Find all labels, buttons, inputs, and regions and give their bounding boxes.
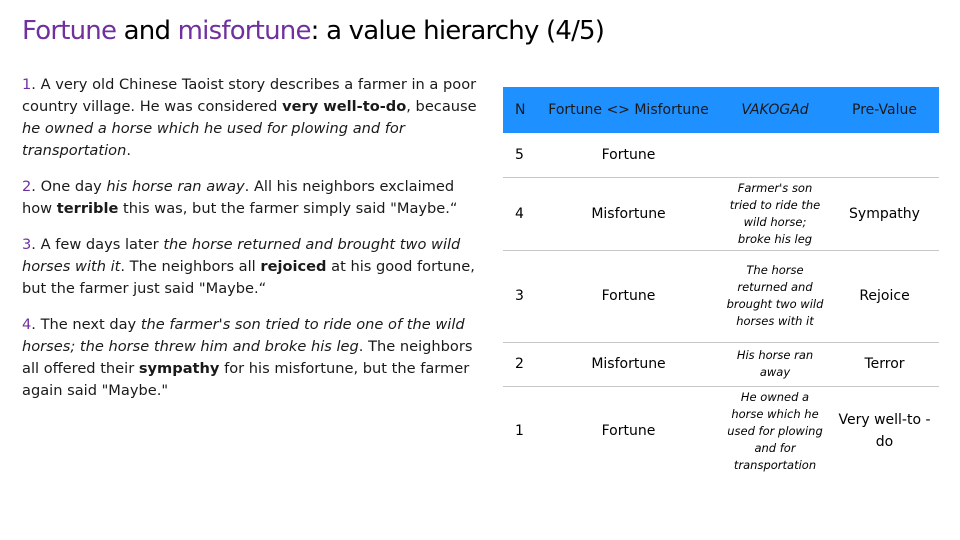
cell-pre-value: Rejoice <box>830 250 939 342</box>
paragraph-text: , because <box>406 98 477 115</box>
paragraph-text: for his misfortune, but the farmer again said "Maybe." <box>22 360 470 399</box>
paragraph-italic: he owned a horse which he used for plowing and for transportation <box>22 120 405 159</box>
paragraph-text: . A very old Chinese Taoist story describes a farmer in a poor country village. He was considered <box>22 76 477 115</box>
cell-pre-value: Terror <box>830 342 939 386</box>
paragraph-bold: very well-to-do <box>282 98 407 115</box>
story-paragraph-3 <box>22 234 482 300</box>
table-row <box>503 133 939 177</box>
paragraph-text: this was, but the farmer simply said "Maybe.“ <box>118 200 458 217</box>
story-paragraph-4 <box>22 314 482 402</box>
cell-n: 4 <box>503 177 537 250</box>
page-title <box>22 16 604 46</box>
paragraph-text: at his good fortune, but the farmer just said "Maybe.“ <box>22 258 475 297</box>
header-n: N <box>515 102 526 118</box>
paragraph-text: . The neighbors all <box>120 258 261 275</box>
table-row <box>503 386 939 476</box>
table-header-row <box>503 87 939 133</box>
paragraph-text: . The next day <box>31 316 141 333</box>
story-paragraph-2 <box>22 176 482 220</box>
paragraph-text: . <box>126 142 131 159</box>
cell-pre-value: Very well-to -do <box>838 412 931 451</box>
table-row <box>503 342 939 386</box>
paragraph-number: 1 <box>22 76 32 93</box>
header-fortune-misfortune: Fortune <> Misfortune <box>548 102 709 118</box>
paragraph-number: 3 <box>22 236 32 253</box>
title-rest: : a value hierarchy (4/5) <box>310 16 605 46</box>
paragraph-italic: the farmer's son tried to ride one of the wild horses; the horse threw him and broke his leg <box>22 316 465 355</box>
cell-fortune: Misfortune <box>537 177 720 250</box>
cell-vakogad: Farmer's son tried to ride the wild horse; broke his leg <box>720 177 830 250</box>
paragraph-number: 2 <box>22 178 32 195</box>
paragraph-text: . All his neighbors exclaimed how <box>22 178 455 217</box>
cell-n: 1 <box>515 423 524 440</box>
paragraph-bold: sympathy <box>138 360 220 377</box>
cell-vakogad <box>720 133 830 177</box>
story-text <box>22 74 482 416</box>
header-vakogad: VAKOGAd <box>741 102 809 118</box>
paragraph-text: . One day <box>31 178 107 195</box>
paragraph-text: . The neighbors all offered their <box>22 338 473 377</box>
cell-fortune: Fortune <box>537 133 720 177</box>
value-hierarchy-table <box>503 87 939 476</box>
cell-pre-value <box>830 133 939 177</box>
cell-vakogad: He owned a horse which he used for plowing and for transportation <box>727 389 823 472</box>
paragraph-bold: rejoiced <box>260 258 327 275</box>
cell-fortune: Fortune <box>537 250 720 342</box>
cell-n: 5 <box>503 133 537 177</box>
title-fortune: Fortune <box>22 16 117 46</box>
story-paragraph-1 <box>22 74 482 162</box>
cell-n: 3 <box>503 250 537 342</box>
paragraph-bold: terrible <box>56 200 119 217</box>
title-misfortune: misfortune <box>177 16 311 46</box>
header-pre-value: Pre-Value <box>852 102 917 118</box>
paragraph-text: . A few days later <box>31 236 164 253</box>
title-and: and <box>116 16 178 46</box>
cell-vakogad: The horse returned and brought two wild horses with it <box>720 250 830 342</box>
cell-fortune: Fortune <box>601 423 656 440</box>
paragraph-number: 4 <box>22 316 32 333</box>
paragraph-italic: the horse returned and brought two wild horses with it <box>22 236 461 275</box>
cell-pre-value: Sympathy <box>830 177 939 250</box>
cell-fortune: Misfortune <box>537 342 720 386</box>
table-row <box>503 250 939 342</box>
table-row <box>503 177 939 250</box>
cell-n: 2 <box>503 342 537 386</box>
paragraph-italic: his horse ran away <box>106 178 245 195</box>
cell-vakogad: His horse ran away <box>720 342 830 386</box>
